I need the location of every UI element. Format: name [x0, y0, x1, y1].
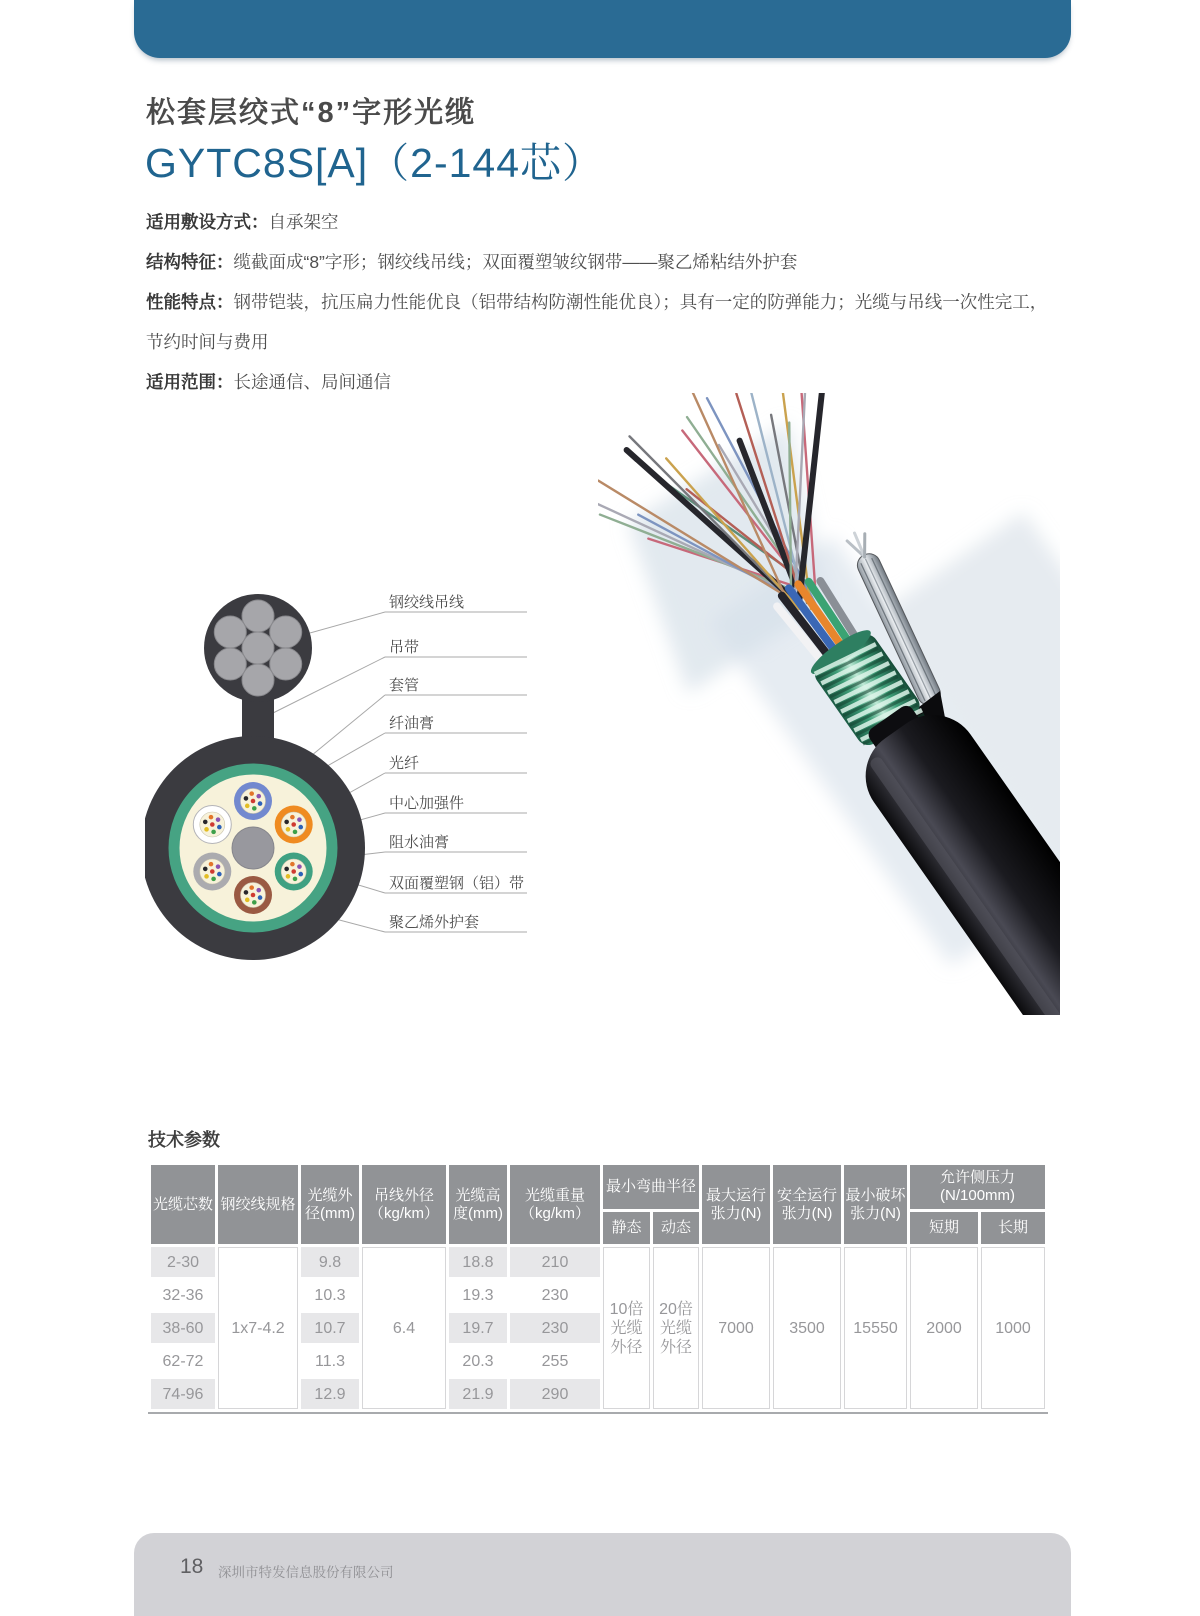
loose-tube	[234, 876, 272, 914]
diagram-label: 套管	[389, 677, 420, 694]
company-name: 深圳市特发信息股份有限公司	[218, 1565, 394, 1580]
product-category-title: 松套层绞式“8”字形光缆	[146, 97, 477, 129]
spec-label: 适用范围：	[146, 372, 234, 392]
loose-tube	[193, 853, 231, 891]
cell-cable-weight: 210	[510, 1247, 600, 1277]
col-header-strand-spec: 钢绞线规格	[218, 1165, 298, 1244]
spec-item-performance	[146, 282, 1064, 362]
fiber-dot	[211, 830, 216, 835]
fiber-dot	[244, 796, 249, 801]
cell-bend-static: 10倍光缆外径	[603, 1247, 650, 1409]
fiber-dot	[290, 862, 295, 867]
cell-cable-od: 10.7	[301, 1313, 359, 1343]
cell-cores: 62-72	[151, 1346, 215, 1376]
steel-wire	[242, 664, 274, 696]
fiber-dot	[203, 867, 208, 872]
col-header-safe-tension: 安全运行张力(N)	[773, 1165, 841, 1244]
col-header-bend-radius: 最小弯曲半径	[603, 1165, 699, 1209]
fiber-dot	[291, 822, 296, 827]
steel-wire	[214, 616, 246, 648]
subheader-long-term: 长期	[981, 1212, 1045, 1244]
cell-cable-od: 10.3	[301, 1280, 359, 1310]
spec-label: 结构特征：	[146, 252, 234, 272]
fiber-dot	[203, 820, 208, 825]
table-section-title: 技术参数	[148, 1130, 220, 1150]
cell-cable-od: 11.3	[301, 1346, 359, 1376]
fiber-dot	[210, 869, 215, 874]
spec-list	[146, 202, 1064, 402]
fiber-dot	[251, 893, 256, 898]
loose-tube	[234, 782, 272, 820]
fiber-dot	[258, 895, 263, 900]
cell-break-tension: 15550	[844, 1247, 907, 1409]
loose-tube	[275, 806, 313, 844]
col-header-cable-weight: 光缆重量（kg/km）	[510, 1165, 600, 1244]
fiber-dot	[284, 820, 289, 825]
cell-lateral-short: 2000	[910, 1247, 978, 1409]
diagram-label: 阻水油膏	[389, 834, 450, 851]
cross-section-diagram	[145, 562, 575, 962]
fiber-dot	[297, 817, 302, 822]
fiber-dot	[245, 804, 250, 809]
diagram-label: 钢绞线吊线	[389, 594, 465, 611]
cell-strand-spec: 1x7-4.2	[218, 1247, 298, 1409]
loose-tube	[275, 853, 313, 891]
cell-cable-height: 19.7	[449, 1313, 507, 1343]
fiber-dot	[298, 872, 303, 877]
tech-params-table	[148, 1162, 1048, 1414]
fiber-dot	[258, 801, 263, 806]
page-number: 18	[180, 1555, 204, 1578]
cell-cable-height: 18.8	[449, 1247, 507, 1277]
fiber-dot	[244, 890, 249, 895]
spec-item-installation	[146, 202, 1064, 242]
spec-label: 适用敷设方式：	[146, 212, 269, 232]
fiber-dot	[209, 815, 214, 820]
col-header-cores: 光缆芯数	[151, 1165, 215, 1244]
fiber-dot	[284, 867, 289, 872]
spec-label: 性能特点：	[146, 292, 234, 312]
cell-messenger-od: 6.4	[362, 1247, 446, 1409]
diagram-label: 纤油膏	[389, 715, 435, 732]
cell-cores: 38-60	[151, 1313, 215, 1343]
diagram-label: 吊带	[389, 639, 420, 656]
top-header-bar	[134, 0, 1071, 58]
fiber-dot	[249, 791, 254, 796]
fiber-dot	[216, 864, 221, 869]
fiber-dot	[256, 888, 261, 893]
fiber-dot	[293, 830, 298, 835]
col-header-break-tension: 最小破坏张力(N)	[844, 1165, 907, 1244]
fiber-dot	[252, 806, 257, 811]
cell-cores: 2-30	[151, 1247, 215, 1277]
subheader-short-term: 短期	[910, 1212, 978, 1244]
cell-cable-height: 19.3	[449, 1280, 507, 1310]
steel-wire	[214, 648, 246, 680]
fiber-dot	[298, 825, 303, 830]
fiber-dot	[293, 877, 298, 882]
fiber-dot	[290, 815, 295, 820]
steel-wire	[270, 616, 302, 648]
footer-bar	[134, 1533, 1071, 1616]
cell-bend-dynamic: 20倍光缆外径	[653, 1247, 699, 1409]
table-row	[151, 1247, 1045, 1277]
col-header-max-tension: 最大运行张力(N)	[702, 1165, 770, 1244]
cell-cable-od: 9.8	[301, 1247, 359, 1277]
cell-cores: 32-36	[151, 1280, 215, 1310]
fiber-dot	[251, 799, 256, 804]
col-header-cable-od: 光缆外径(mm)	[301, 1165, 359, 1244]
steel-wire	[242, 600, 274, 632]
fiber-dot	[286, 827, 291, 832]
steel-wire	[242, 632, 274, 664]
fiber-dot	[252, 900, 257, 905]
fiber-dot	[217, 872, 222, 877]
fiber-dot	[216, 817, 221, 822]
diagram-label: 聚乙烯外护套	[389, 914, 480, 931]
cell-cable-weight: 230	[510, 1280, 600, 1310]
col-header-cable-height: 光缆高度(mm)	[449, 1165, 507, 1244]
loose-tube	[193, 806, 231, 844]
central-strength-member	[232, 827, 274, 869]
col-header-messenger-od: 吊线外径（kg/km）	[362, 1165, 446, 1244]
cell-cable-od: 12.9	[301, 1379, 359, 1409]
subheader-dynamic: 动态	[653, 1212, 699, 1244]
cell-cable-weight: 230	[510, 1313, 600, 1343]
diagram-labels	[389, 594, 524, 931]
fiber-dot	[211, 877, 216, 882]
diagram-label: 中心加强件	[389, 795, 465, 812]
spec-text: 钢带铠装，抗压扁力性能优良（铝带结构防潮性能优良）；具有一定的防弹能力；光缆与吊线一次性完工，节约时间与费用	[146, 292, 1048, 352]
diagram-label: 双面覆塑钢（铝）带	[389, 875, 525, 892]
steel-wire	[270, 648, 302, 680]
fiber-dot	[291, 869, 296, 874]
fiber-dot	[204, 827, 209, 832]
cell-cable-height: 21.9	[449, 1379, 507, 1409]
subheader-static: 静态	[603, 1212, 650, 1244]
col-header-lateral-pressure: 允许侧压力(N/100mm)	[910, 1165, 1045, 1209]
cable-photo	[598, 393, 1060, 1015]
fiber-dot	[297, 864, 302, 869]
fiber-dot	[245, 898, 250, 903]
cell-cable-height: 20.3	[449, 1346, 507, 1376]
fiber-dot	[249, 885, 254, 890]
cell-lateral-long: 1000	[981, 1247, 1045, 1409]
spec-item-structure	[146, 242, 1064, 282]
fiber-dot	[286, 874, 291, 879]
fiber-dot	[209, 862, 214, 867]
spec-text: 缆截面成“8”字形；钢绞线吊线；双面覆塑皱纹钢带——聚乙烯粘结外护套	[233, 252, 798, 272]
product-model-title: GYTC8S[A]（2-144芯）	[145, 140, 605, 186]
fiber-dot	[256, 794, 261, 799]
fiber-dot	[210, 822, 215, 827]
fiber-dot	[204, 874, 209, 879]
cell-max-tension: 7000	[702, 1247, 770, 1409]
cell-cable-weight: 290	[510, 1379, 600, 1409]
cell-cable-weight: 255	[510, 1346, 600, 1376]
diagram-label: 光纤	[389, 755, 420, 772]
cell-cores: 74-96	[151, 1379, 215, 1409]
fiber-dot	[217, 825, 222, 830]
cell-safe-tension: 3500	[773, 1247, 841, 1409]
spec-text: 长途通信、局间通信	[233, 372, 391, 392]
spec-text: 自承架空	[268, 212, 339, 232]
